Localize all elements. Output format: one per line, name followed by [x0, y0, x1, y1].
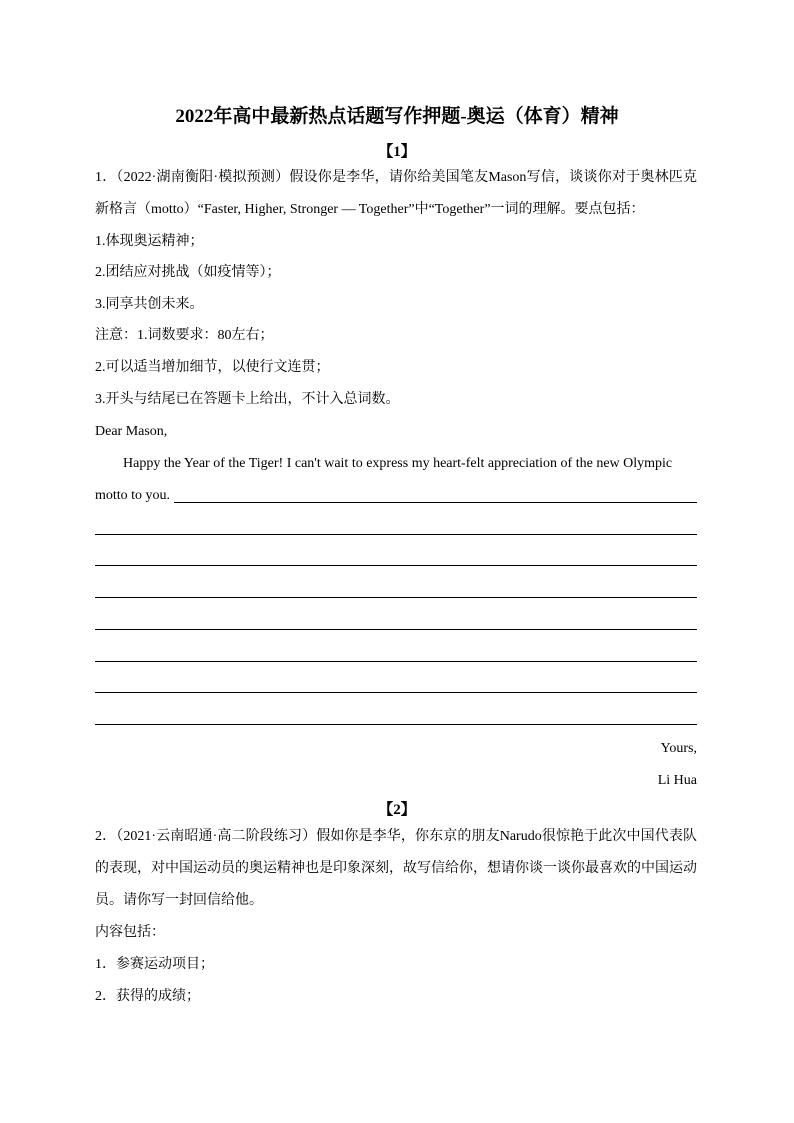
letter-opening-line-1: Happy the Year of the Tiger! I can't wait to express my heart-felt appreciation of the new Olympic	[123, 456, 673, 471]
requirement-item-2: 2.团结应对挑战（如疫情等）；	[95, 265, 281, 280]
answer-line-6	[95, 661, 697, 662]
letter-salutation: Dear Mason,	[95, 424, 168, 439]
page-title: 2022年高中最新热点话题写作押题-奥运（体育）精神	[175, 106, 619, 127]
note-line-2: 2.可以适当增加细节，以使行文连贯；	[95, 360, 330, 375]
answer-line-4	[95, 597, 697, 598]
note-line-3: 3.开头与结尾已在答题卡上给出，不计入总词数。	[95, 392, 400, 407]
question-2-line-1: 2．（2021·云南昭通·高二阶段练习）假如你是李华，你东京的朋友Narudo很惊艳于此次中国代表队	[95, 829, 697, 844]
content-item-1: 1．参赛运动项目；	[95, 957, 214, 972]
note-line-1: 注意：1.词数要求：80左右；	[95, 328, 274, 343]
requirement-item-3: 3.同享共创未来。	[95, 297, 204, 312]
requirement-item-1: 1.体现奥运精神；	[95, 234, 204, 249]
letter-signature: Li Hua	[657, 773, 697, 788]
answer-line-1	[174, 502, 697, 503]
answer-line-3	[95, 565, 697, 566]
question-2-line-3: 员。请你写一封回信给他。	[95, 893, 263, 908]
answer-line-5	[95, 629, 697, 630]
content-item-2: 2．获得的成绩；	[95, 989, 200, 1004]
answer-line-8	[95, 724, 697, 725]
question-1-line-1: 1．（2022·湖南衡阳·模拟预测）假设你是李华，请你给美国笔友Mason写信，谈谈你对于奥林匹克	[95, 170, 697, 185]
question-1-line-2: 新格言（motto）“Faster, Higher, Stronger — Together”中“Together”一词的理解。要点包括：	[95, 202, 645, 217]
section-label-2: 【2】	[378, 802, 416, 818]
answer-line-7	[95, 692, 697, 693]
content-heading: 内容包括：	[95, 925, 165, 940]
section-label-1: 【1】	[378, 144, 416, 160]
letter-opening-line-2: motto to you.	[95, 488, 171, 503]
letter-closing: Yours,	[660, 741, 697, 756]
question-2-line-2: 的表现，对中国运动员的奥运精神也是印象深刻，故写信给你，想请你谈一谈你最喜欢的中国运动	[95, 861, 697, 876]
answer-line-2	[95, 534, 697, 535]
